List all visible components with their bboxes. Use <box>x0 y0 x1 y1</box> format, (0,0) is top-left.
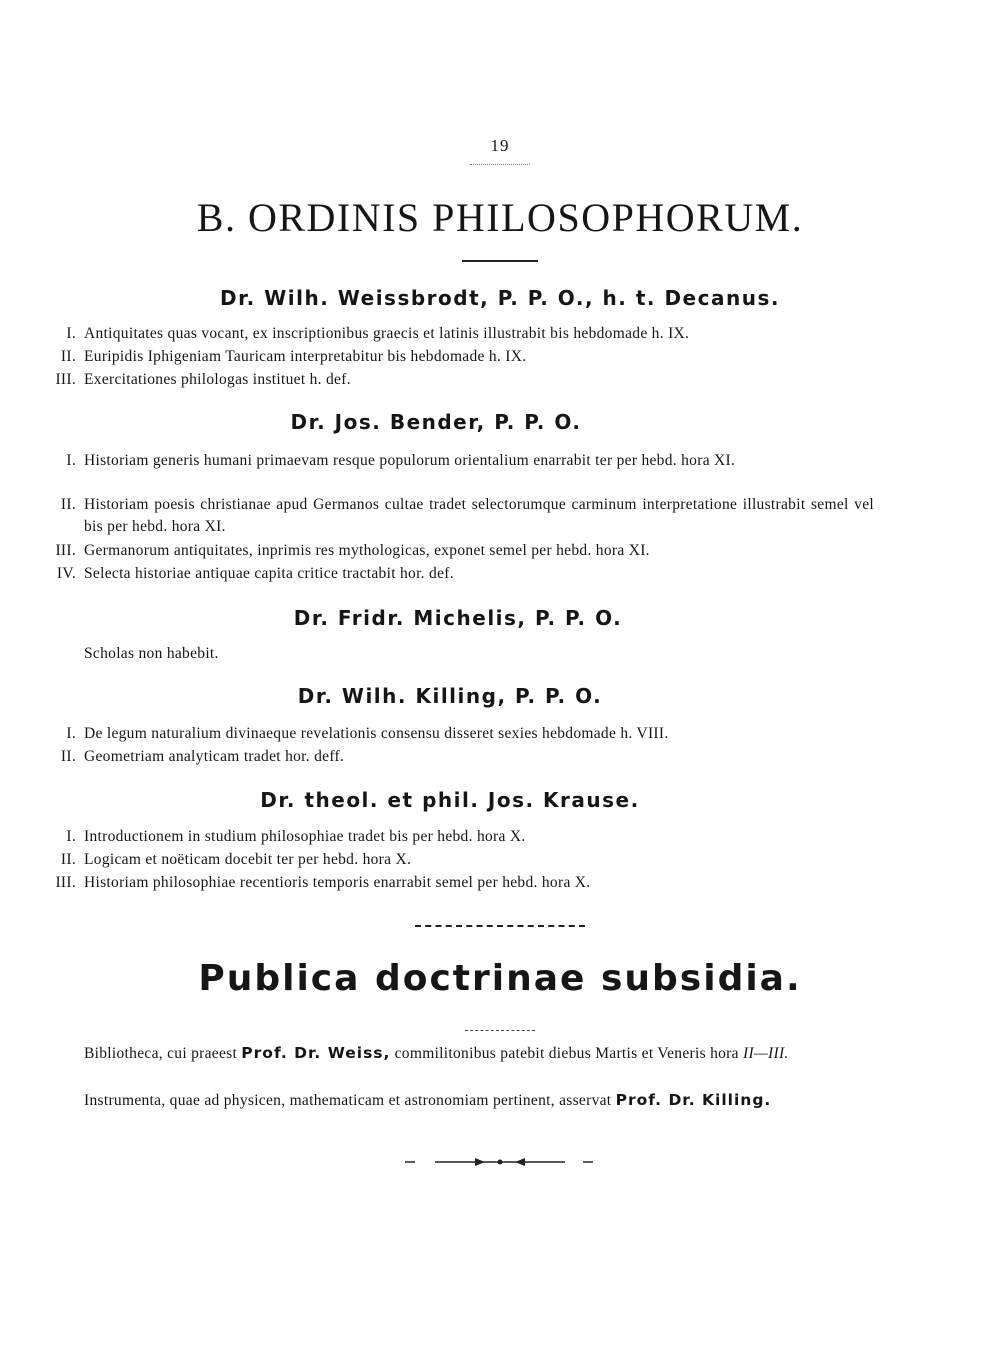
section-title: B. ORDINIS PHILOSOPHORUM. <box>196 195 804 240</box>
course-text: Logicam et noëticam docebit ter per hebd. hora X. <box>84 851 412 868</box>
course-text: Geometriam analyticam tradet hor. deff. <box>84 748 345 765</box>
course-number: II. <box>60 748 76 765</box>
course-number: III. <box>55 542 76 559</box>
course-item <box>44 563 874 585</box>
professor-heading: Dr. Wilh. Killing, P. P. O. <box>297 684 603 708</box>
course-text: Selecta historiae antiquae capita critice tractabit hor. def. <box>84 565 454 582</box>
subsidia-rule <box>0 1018 1000 1036</box>
title-rule <box>0 249 1000 267</box>
course-number: I. <box>66 452 76 469</box>
library-text: Bibliotheca, cui praeest <box>84 1045 238 1062</box>
course-text: Euripidis Iphigeniam Tauricam interpretabitur bis hebdomade h. IX. <box>84 348 527 365</box>
course-number: I. <box>66 325 76 342</box>
section-divider-rule <box>0 914 1000 932</box>
course-number: II. <box>60 851 76 868</box>
professor-heading: Dr. Jos. Bender, P. P. O. <box>290 410 582 434</box>
course-number: II. <box>60 348 76 365</box>
course-text: De legum naturalium divinaeque revelationis consensu disseret sexies hebdomade h. VIII. <box>84 725 669 742</box>
course-item <box>44 540 874 562</box>
professor-heading: Dr. theol. et phil. Jos. Krause. <box>260 788 640 812</box>
subsidia-title: Publica doctrinae subsidia. <box>198 958 802 999</box>
course-number: II. <box>60 496 76 513</box>
instruments-text: Instrumenta, quae ad physicen, mathematicam et astronomiam pertinent, asservat <box>84 1092 612 1109</box>
course-item <box>44 346 874 368</box>
course-text: Germanorum antiquitates, inprimis res mythologicas, exponet semel per hebd. hora XI. <box>84 542 650 559</box>
professor-note: Scholas non habebit. <box>84 645 219 662</box>
library-paragraph <box>40 1042 864 1065</box>
course-item <box>44 450 874 472</box>
course-item <box>44 723 874 745</box>
library-text-2: commilitonibus patebit diebus Martis et Veneris hora <box>394 1045 739 1062</box>
course-number: IV. <box>56 565 76 582</box>
course-item <box>44 746 874 768</box>
ornament-icon <box>405 1156 595 1168</box>
instruments-paragraph <box>40 1089 864 1112</box>
course-number: I. <box>66 725 76 742</box>
professor-heading: Dr. Fridr. Michelis, P. P. O. <box>293 606 623 630</box>
end-ornament <box>0 1156 1000 1173</box>
course-number: III. <box>55 874 76 891</box>
course-number: III. <box>55 371 76 388</box>
professor-heading: Dr. Wilh. Weissbrodt, P. P. O., h. t. Decanus. <box>220 286 780 310</box>
course-number: I. <box>66 828 76 845</box>
library-person: Prof. Dr. Weiss, <box>241 1044 391 1062</box>
instruments-person: Prof. Dr. Killing. <box>615 1091 772 1109</box>
page-number-dots <box>0 152 1000 170</box>
course-item <box>44 872 874 894</box>
course-text: Historiam generis humani primaevam resque populorum orientalium enarrabit ter per hebd. hora XI. <box>84 452 736 469</box>
course-item <box>44 369 874 391</box>
course-item <box>44 826 874 848</box>
course-item <box>44 849 874 871</box>
library-hours: II—III. <box>743 1045 789 1062</box>
course-text: Historiam philosophiae recentioris temporis enarrabit semel per hebd. hora X. <box>84 874 591 891</box>
course-text: Historiam poesis christianae apud Germanos cultae tradet selectorumque carminum interpretatione illustrabit semel vel bis per hebd. hora XI. <box>84 496 874 535</box>
course-text: Introductionem in studium philosophiae tradet bis per hebd. hora X. <box>84 828 526 845</box>
course-text: Antiquitates quas vocant, ex inscriptionibus graecis et latinis illustrabit bis hebdomade h. IX. <box>84 325 690 342</box>
course-item <box>44 494 874 538</box>
course-item <box>44 323 874 345</box>
course-text: Exercitationes philologas instituet h. def. <box>84 371 351 388</box>
page-number: 19 <box>490 136 510 155</box>
